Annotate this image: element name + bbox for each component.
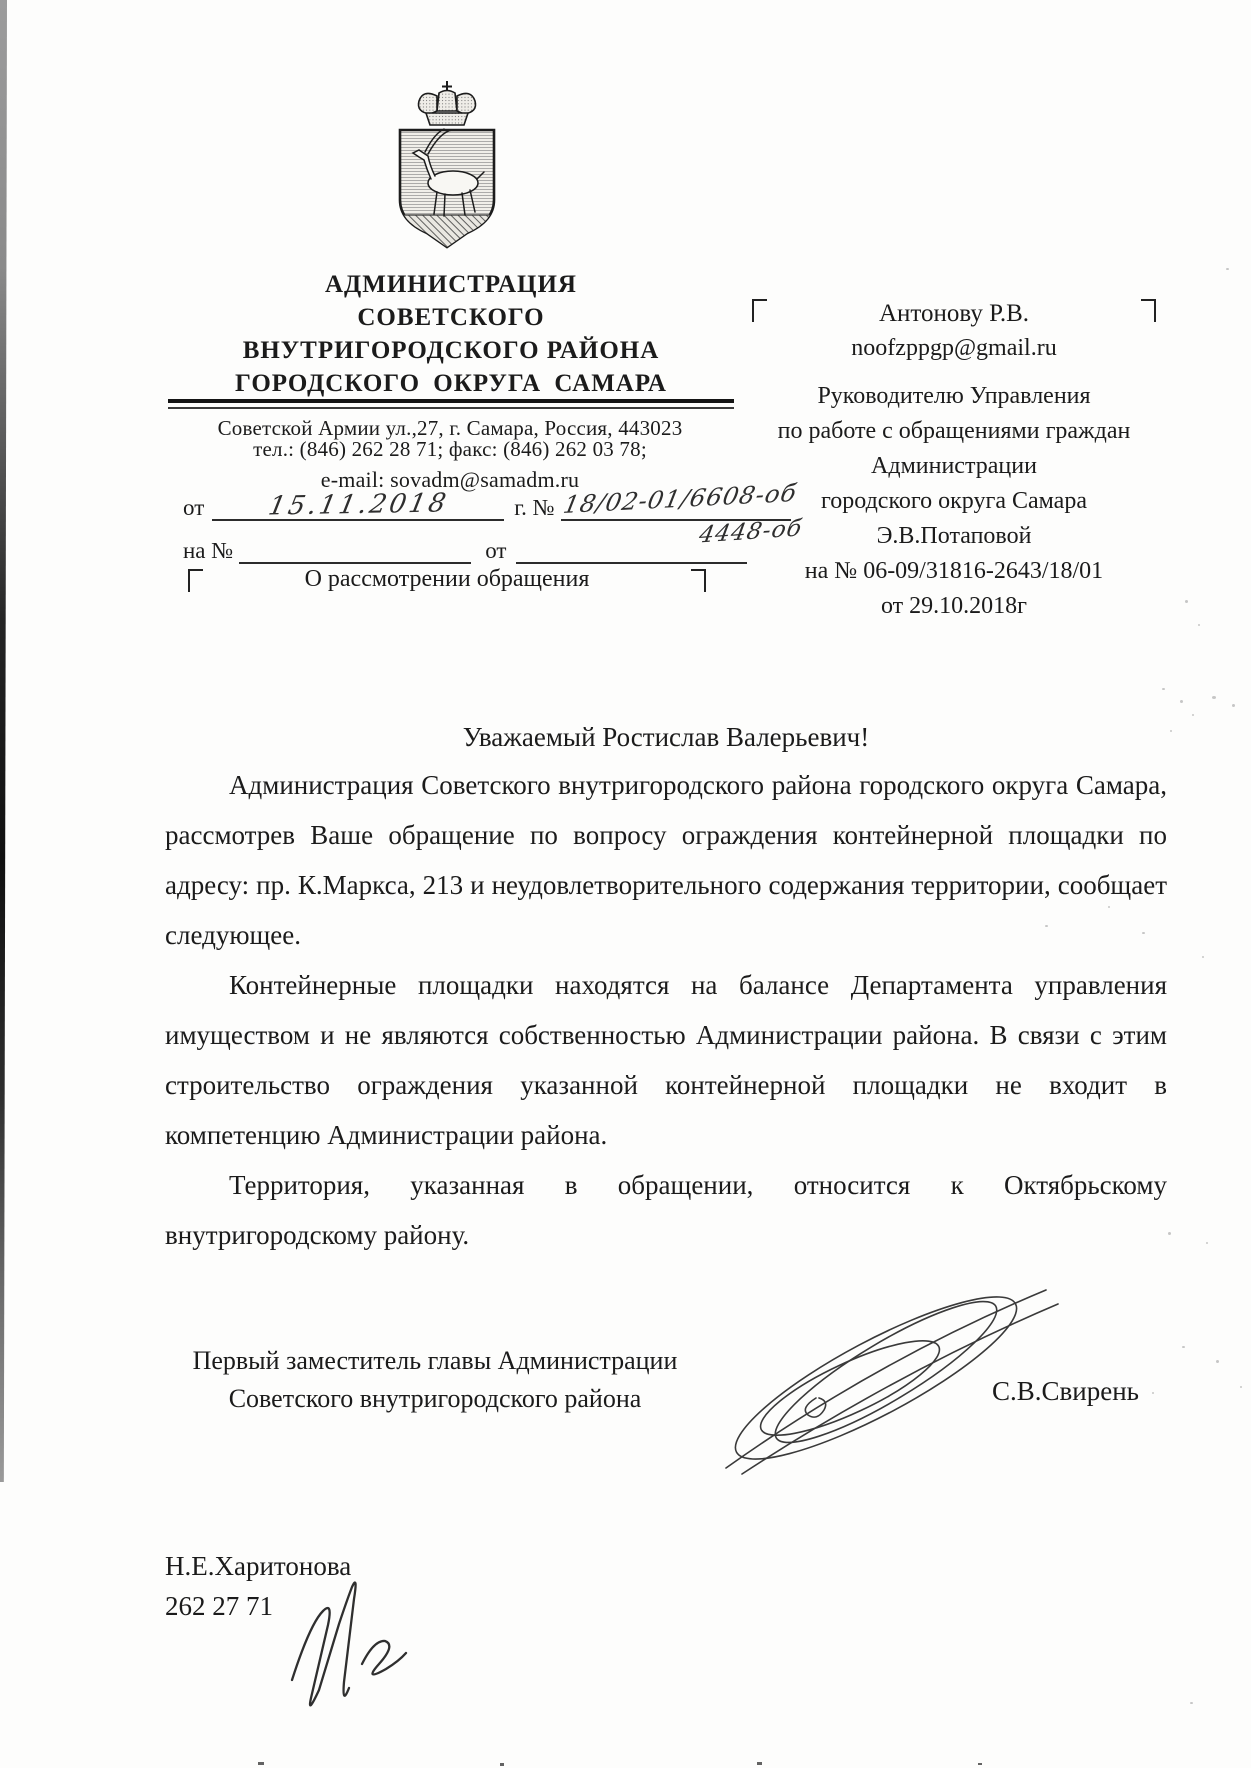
org-name-line: СОВЕТСКОГО xyxy=(357,304,545,331)
body-paragraph: Территория, указанная в обращении, относится к Октябрьскому внутригородскому району. xyxy=(165,1170,1167,1250)
addressee-name-row xyxy=(752,296,1156,331)
noise-dot xyxy=(1206,1242,1208,1244)
noise-dot xyxy=(1108,906,1110,908)
ref-number-handwritten-2: 4448-об xyxy=(696,515,804,549)
scan-edge-artifact xyxy=(0,0,7,1482)
ref-number-label: г. № xyxy=(514,495,555,520)
addressee-email: noofzppgp@gmail.ru xyxy=(851,335,1057,361)
org-name-line: ВНУТРИГОРОДСКОГО РАЙОНА xyxy=(242,337,660,364)
org-phone: тел.: (846) 262 28 71; факс: (846) 262 03 78; xyxy=(253,437,647,461)
addressee-corner-right-icon xyxy=(1141,299,1156,322)
noise-dot xyxy=(1212,696,1216,699)
org-name-line: АДМИНИСТРАЦИЯ xyxy=(325,271,577,298)
executor-name: Н.Е.Харитонова xyxy=(165,1551,352,1581)
noise-dot xyxy=(1152,1392,1154,1394)
subject-row xyxy=(188,566,706,593)
ref-reply-label: на № xyxy=(183,538,234,563)
signer-position-block xyxy=(165,1342,705,1418)
samara-coat-of-arms-icon xyxy=(390,80,504,252)
noise-dot xyxy=(1216,1360,1219,1363)
subject-corner-left-icon xyxy=(188,569,203,592)
noise-dot xyxy=(1202,956,1204,958)
noise-dot xyxy=(1180,700,1183,703)
ref-from-label: от xyxy=(183,495,205,520)
noise-dot xyxy=(1045,925,1048,927)
addressee-line: на № 06-09/31816-2643/18/01 xyxy=(804,558,1104,584)
noise-dash xyxy=(757,1762,762,1765)
noise-dot xyxy=(1185,600,1188,603)
body-paragraph: Контейнерные площадки находятся на балансе Департамента управления имуществом и не являются собственностью Администрации района. В связи с этим строительство ограждения указанной контейнерной площадки не входит в компетенцию Администрации района. xyxy=(165,970,1167,1150)
header-divider-thick xyxy=(168,399,734,403)
noise-dot xyxy=(1190,1702,1193,1704)
noise-dash xyxy=(258,1762,264,1765)
ref-reply-number-line xyxy=(239,562,471,564)
noise-dot xyxy=(1142,932,1145,934)
signer-position-line: Советского внутригородского района xyxy=(228,1384,642,1413)
noise-dot xyxy=(1192,714,1194,716)
addressee-line: городского округа Самара xyxy=(821,488,1087,514)
noise-dot xyxy=(1168,1232,1171,1235)
org-name-line: ГОРОДСКОГО ОКРУГА САМАРА xyxy=(235,370,667,397)
subject-corner-right-icon xyxy=(691,569,706,592)
noise-dot xyxy=(1182,1346,1185,1348)
noise-dash xyxy=(978,1763,982,1765)
ref-date-line xyxy=(212,488,504,522)
body-paragraph: Администрация Советского внутригородского района городского округа Самара, рассмотрев Ваше обращение по вопросу ограждения контейнерной площадки по адресу: пр. К.Маркса, 213 и неудовлетворительного содержания территории, сообщает следующее. xyxy=(165,770,1167,950)
addressee-line: от 29.10.2018г xyxy=(880,593,1027,619)
addressee-corner-left-icon xyxy=(752,299,767,322)
subject-text: О рассмотрении обращения xyxy=(304,566,590,592)
org-name-block xyxy=(168,268,734,400)
ref-reply-from-label: от xyxy=(485,538,507,563)
noise-dot xyxy=(1232,704,1235,707)
org-contacts-block xyxy=(150,418,750,490)
noise-dot xyxy=(1198,624,1200,626)
noise-dash xyxy=(500,1763,504,1766)
ref-date-handwritten: 15.11.2018 xyxy=(265,488,452,522)
ref-reply-date-line xyxy=(516,562,747,564)
noise-dot xyxy=(1226,268,1229,270)
executor-signature-stroke xyxy=(282,1578,424,1730)
ref-reply-row xyxy=(183,538,747,564)
letter-body xyxy=(165,760,1167,1260)
ref-number-handwritten: 18/02-01/6608-об xyxy=(560,478,799,519)
noise-dot xyxy=(1170,730,1172,732)
executor-phone: 262 27 71 xyxy=(165,1591,273,1621)
noise-dot xyxy=(1240,1386,1242,1388)
signer-position-line: Первый заместитель главы Администрации xyxy=(192,1346,678,1375)
org-email: e-mail: sovadm@samadm.ru xyxy=(320,467,580,492)
salutation: Уважаемый Ростислав Валерьевич! xyxy=(462,722,870,752)
org-address: Советской Армии ул.,27, г. Самара, Россия, 443023 xyxy=(217,416,683,440)
addressee-name: Антонову Р.В. xyxy=(878,300,1030,327)
signer-name: С.В.Свирень xyxy=(992,1376,1139,1406)
addressee-line: Руководителю Управления xyxy=(817,383,1091,409)
addressee-lines xyxy=(752,379,1156,624)
addressee-line: по работе с обращениями граждан xyxy=(777,418,1131,444)
addressee-block xyxy=(752,296,1156,624)
noise-dot xyxy=(1162,688,1165,690)
addressee-line: Администрации xyxy=(871,453,1037,479)
addressee-line: Э.В.Потаповой xyxy=(876,523,1032,549)
header-divider-thin xyxy=(168,407,734,409)
